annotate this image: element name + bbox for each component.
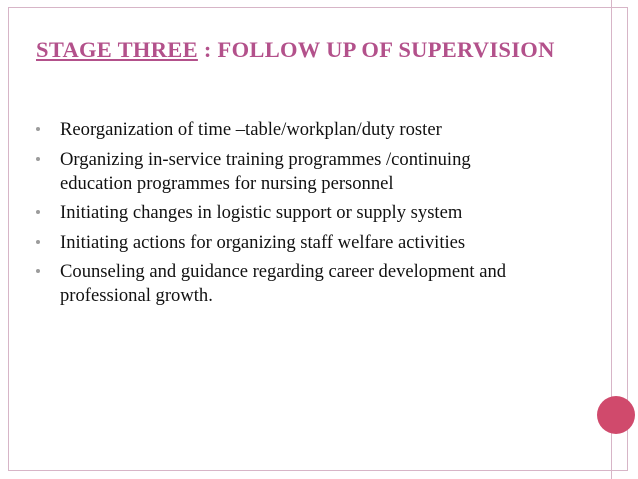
bullet-text: Initiating changes in logistic support or supply system [60, 202, 463, 223]
bullet-item [36, 201, 516, 225]
bullet-text: Organizing in-service training programmes /continuing education programmes for nursing personnel [60, 148, 471, 194]
bullet-item [36, 231, 516, 255]
slide-title [36, 36, 576, 64]
bullet-icon [36, 240, 40, 244]
bullet-text: Counseling and guidance regarding career development and professional growth. [60, 261, 507, 306]
bullet-icon [36, 210, 40, 214]
bullet-item [36, 260, 516, 308]
bullet-text: Reorganization of time –table/workplan/duty roster [60, 119, 442, 140]
bullet-icon [36, 157, 40, 161]
slide-title-underlined: STAGE THREE [36, 37, 198, 62]
bullet-icon [36, 269, 40, 273]
slide-title-rest: : FOLLOW UP OF SUPERVISION [197, 37, 555, 62]
bullet-item [36, 118, 516, 142]
bullet-list [36, 118, 516, 314]
accent-circle [597, 396, 635, 434]
bullet-item [36, 148, 516, 196]
bullet-text: Initiating actions for organizing staff welfare activities [60, 231, 466, 253]
bullet-icon [36, 127, 40, 131]
